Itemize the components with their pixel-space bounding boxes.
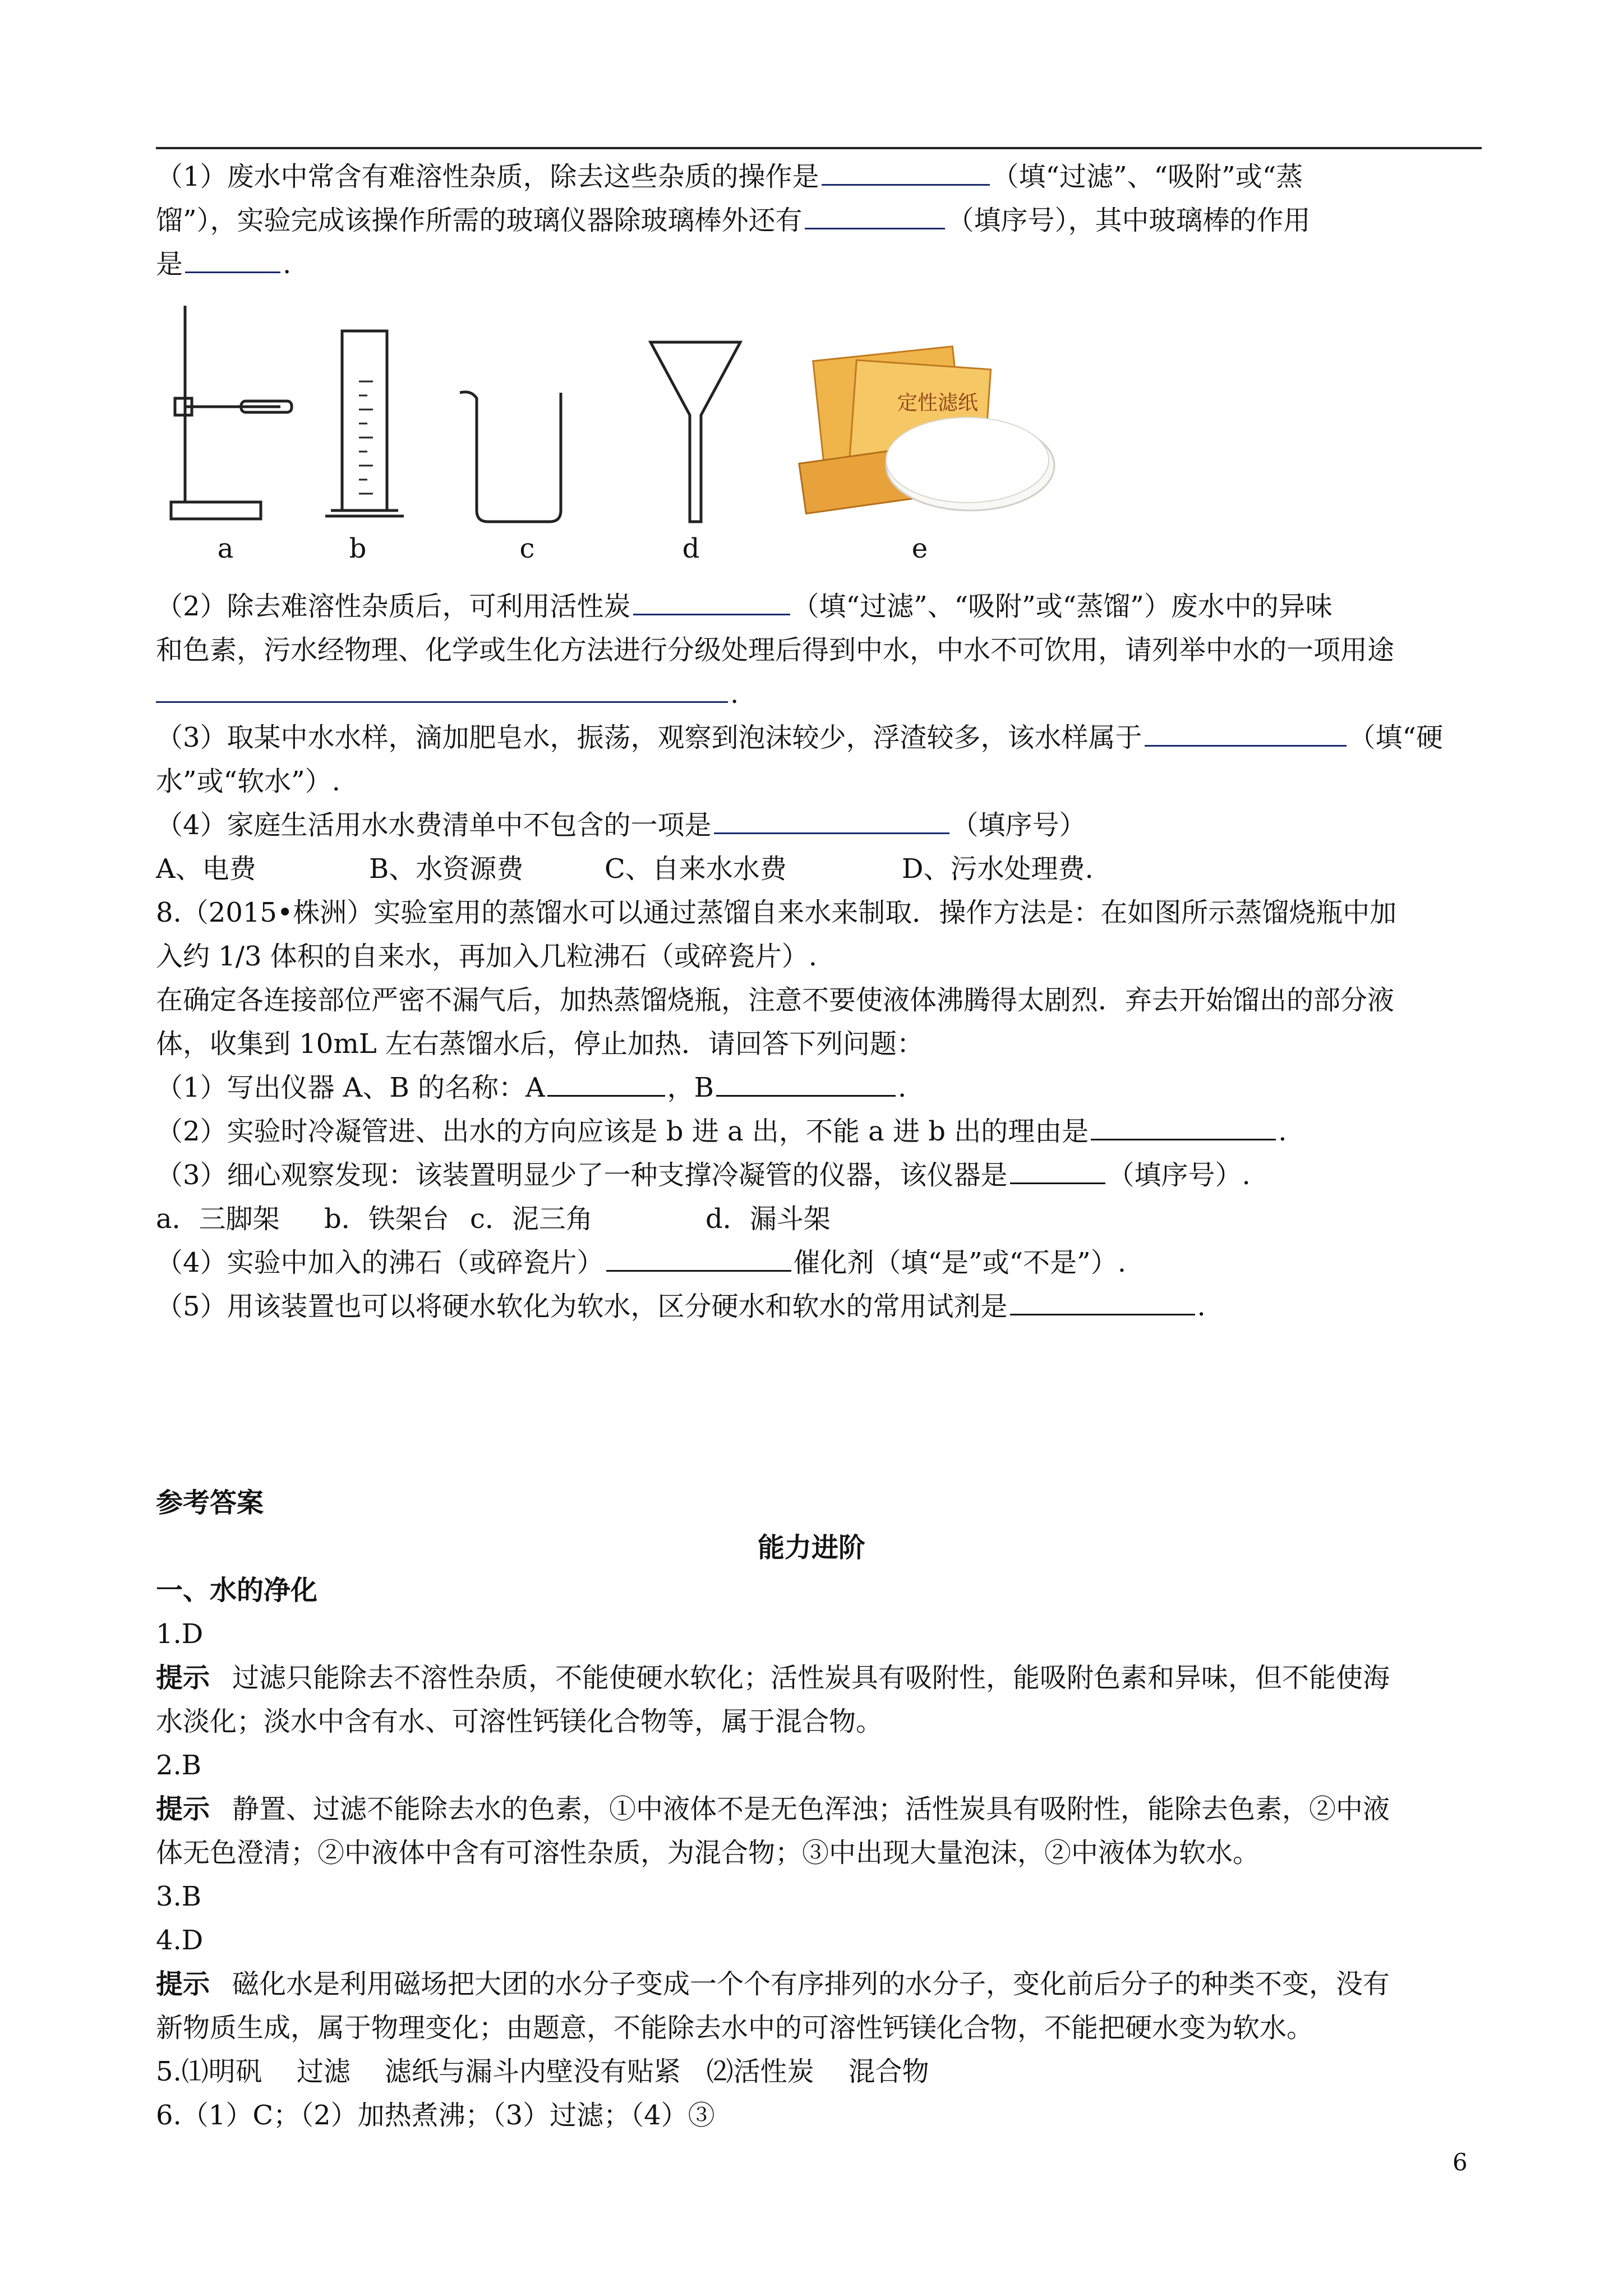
q7-part2-line1 bbox=[156, 585, 1558, 628]
text: （3）细心观察发现：该装置明显少了一种支撑冷凝管的仪器，该仪器是 bbox=[156, 1159, 1008, 1191]
q7-part1-line3 bbox=[156, 242, 1558, 286]
answer-3: 3.B bbox=[156, 1881, 202, 1912]
text: . bbox=[1197, 1291, 1206, 1322]
answer-blank[interactable] bbox=[156, 677, 728, 703]
text: （1）废水中常含有难溶性杂质，除去这些杂质的操作是 bbox=[156, 161, 819, 192]
text: 馏”），实验完成该操作所需的玻璃仪器除玻璃棒外还有 bbox=[156, 205, 803, 236]
text: （填序号）. bbox=[1107, 1159, 1251, 1191]
answer-5: 5.⑴明矾 过滤 滤纸与漏斗内壁没有贴紧 ⑵活性炭 混合物 bbox=[156, 2056, 929, 2087]
q7-part3-line2 bbox=[156, 760, 1558, 803]
text: （5）用该装置也可以将硬水软化为软水，区分硬水和软水的常用试剂是 bbox=[156, 1291, 1008, 1322]
text: （3）取某中水水样，滴加肥皂水，振荡，观察到泡沫较少，浮渣较多，该水样属于 bbox=[156, 722, 1142, 753]
q7-part2-line3 bbox=[156, 672, 1558, 716]
option-c: c．泥三角 bbox=[470, 1203, 593, 1235]
figure-label-a: a bbox=[217, 533, 234, 564]
q8-sub5 bbox=[156, 1285, 1558, 1328]
option-a: A、电费 bbox=[156, 853, 256, 885]
q8-sub1 bbox=[156, 1066, 1558, 1110]
text: （4）家庭生活用水水费清单中不包含的一项是 bbox=[156, 809, 712, 841]
q7-part4-line1 bbox=[156, 803, 1558, 847]
hint-label: 提示 bbox=[156, 1662, 210, 1694]
answer-blank-b[interactable] bbox=[716, 1070, 896, 1097]
graduated-cylinder-figure bbox=[320, 325, 409, 527]
answer-blank[interactable] bbox=[1145, 720, 1347, 747]
answer-blank[interactable] bbox=[1010, 1158, 1105, 1184]
text: . bbox=[730, 678, 739, 710]
option-d: D、污水处理费. bbox=[902, 853, 1094, 885]
text: . bbox=[897, 1072, 907, 1103]
option-b: B、水资源费 bbox=[369, 853, 524, 885]
text: （填序号） bbox=[951, 809, 1086, 841]
header-rule bbox=[156, 147, 1482, 149]
answers-subsection: 一、水的净化 bbox=[156, 1575, 318, 1606]
answer-blank[interactable] bbox=[633, 589, 790, 615]
text: 催化剂（填“是”或“不是”）. bbox=[793, 1247, 1126, 1278]
answer-1: 1.D bbox=[156, 1618, 204, 1650]
hint-label: 提示 bbox=[156, 1793, 210, 1825]
q7-part4-options bbox=[156, 847, 1558, 891]
q8-sub2 bbox=[156, 1110, 1558, 1153]
option-d: d．漏斗架 bbox=[706, 1203, 831, 1235]
answer-blank[interactable] bbox=[714, 808, 949, 834]
option-b: b．铁架台 bbox=[324, 1203, 449, 1235]
text: 过滤只能除去不溶性杂质，不能使硬水软化；活性炭具有吸附性，能吸附色素和异味，但不能使海 bbox=[232, 1662, 1390, 1694]
q7-part3-line1 bbox=[156, 716, 1558, 760]
hint-label: 提示 bbox=[156, 1968, 210, 2000]
text: （填序号），其中玻璃棒的作用 bbox=[947, 205, 1311, 236]
q8-sub3 bbox=[156, 1153, 1558, 1197]
text: （填“硬 bbox=[1348, 722, 1444, 753]
q8-line3: 在确定各连接部位严密不漏气后，加热蒸馏烧瓶，注意不要使液体沸腾得太剧烈．弃去开始馏出的部分液 bbox=[156, 984, 1395, 1016]
text: 静置、过滤不能除去水的色素，①中液体不是无色浑浊；活性炭具有吸附性，能除去色素，②中液 bbox=[232, 1793, 1390, 1825]
answer-4-hint-line1 bbox=[156, 1962, 1558, 2006]
text: ，B bbox=[667, 1072, 714, 1103]
q8-sub4 bbox=[156, 1241, 1558, 1285]
q7-part1-line2 bbox=[156, 199, 1558, 242]
answer-blank[interactable] bbox=[1091, 1114, 1276, 1140]
answer-blank[interactable] bbox=[805, 203, 945, 229]
page-number: 6 bbox=[1453, 2148, 1468, 2176]
text: 水”或“软水”）. bbox=[156, 766, 340, 797]
answers-section-title: 能力进阶 bbox=[757, 1532, 865, 1563]
text: （4）实验中加入的沸石（或碎瓷片） bbox=[156, 1247, 604, 1278]
answer-4-hint-line2: 新物质生成，属于物理变化；由题意，不能除去水中的可溶性钙镁化合物，不能把硬水变为软水。 bbox=[156, 2012, 1314, 2044]
text: 磁化水是利用磁场把大团的水分子变成一个个有序排列的水分子，变化前后分子的种类不变，没有 bbox=[232, 1968, 1390, 2000]
funnel-figure bbox=[645, 337, 746, 533]
iron-stand-figure bbox=[163, 306, 297, 524]
q8-line1: 8.（2015•株洲）实验室用的蒸馏水可以通过蒸馏自来水来制取．操作方法是：在如图所示蒸馏烧瓶中加 bbox=[156, 897, 1397, 928]
answer-blank[interactable] bbox=[1010, 1289, 1195, 1315]
figure-label-d: d bbox=[682, 533, 700, 564]
q8-sub3-options bbox=[156, 1197, 1558, 1241]
option-a: a．三脚架 bbox=[156, 1203, 280, 1235]
answer-1-hint-line2: 水淡化；淡水中含有水、可溶性钙镁化合物等，属于混合物。 bbox=[156, 1706, 883, 1737]
answer-blank[interactable] bbox=[606, 1245, 791, 1272]
text: （2）除去难溶性杂质后，可利用活性炭 bbox=[156, 591, 631, 622]
answer-4: 4.D bbox=[156, 1925, 204, 1956]
beaker-figure bbox=[454, 387, 572, 527]
answer-blank[interactable] bbox=[185, 247, 280, 273]
figure-label-b: b bbox=[349, 533, 367, 564]
text: . bbox=[283, 249, 292, 280]
text: （1）写出仪器 A、B 的名称：A bbox=[156, 1072, 545, 1103]
answer-1-hint-line1 bbox=[156, 1656, 1558, 1700]
text: . bbox=[1278, 1116, 1287, 1147]
answer-2-hint-line2: 体无色澄清；②中液体中含有可溶性杂质，为混合物；③中出现大量泡沫，②中液体为软水。 bbox=[156, 1837, 1260, 1869]
option-c: C、自来水水费 bbox=[605, 853, 787, 885]
answer-6: 6.（1）C；（2）加热煮沸；（3）过滤；（4）③ bbox=[156, 2100, 715, 2131]
figure-label-e: e bbox=[911, 533, 928, 564]
q8-line2: 入约 1/3 体积的自来水，再加入几粒沸石（或碎瓷片）. bbox=[156, 941, 818, 972]
answer-2-hint-line1 bbox=[156, 1787, 1558, 1831]
answer-blank-a[interactable] bbox=[547, 1070, 665, 1097]
answer-2: 2.B bbox=[156, 1750, 202, 1781]
text: （2）实验时冷凝管进、出水的方向应该是 b 进 a 出，不能 a 进 b 出的理由是 bbox=[156, 1116, 1089, 1147]
q7-part1-line1 bbox=[156, 155, 1558, 199]
answers-heading: 参考答案 bbox=[156, 1487, 264, 1519]
q7-part2-line2 bbox=[156, 628, 1558, 672]
text: （填“过滤”、“吸附”或“蒸馏”）废水中的异味 bbox=[792, 591, 1332, 622]
answer-blank[interactable] bbox=[822, 159, 990, 186]
q8-line4: 体，收集到 10mL 左右蒸馏水后，停止加热．请回答下列问题： bbox=[156, 1028, 924, 1060]
figure-label-c: c bbox=[519, 533, 535, 564]
text: 是 bbox=[156, 249, 183, 280]
filter-paper-box-figure bbox=[791, 342, 1060, 527]
filter-paper-box-label: 定性滤纸 bbox=[897, 392, 979, 415]
text: （填“过滤”、“吸附”或“蒸 bbox=[992, 161, 1303, 192]
text: 和色素，污水经物理、化学或生化方法进行分级处理后得到中水，中水不可饮用，请列举中水的一项用途 bbox=[156, 634, 1395, 666]
